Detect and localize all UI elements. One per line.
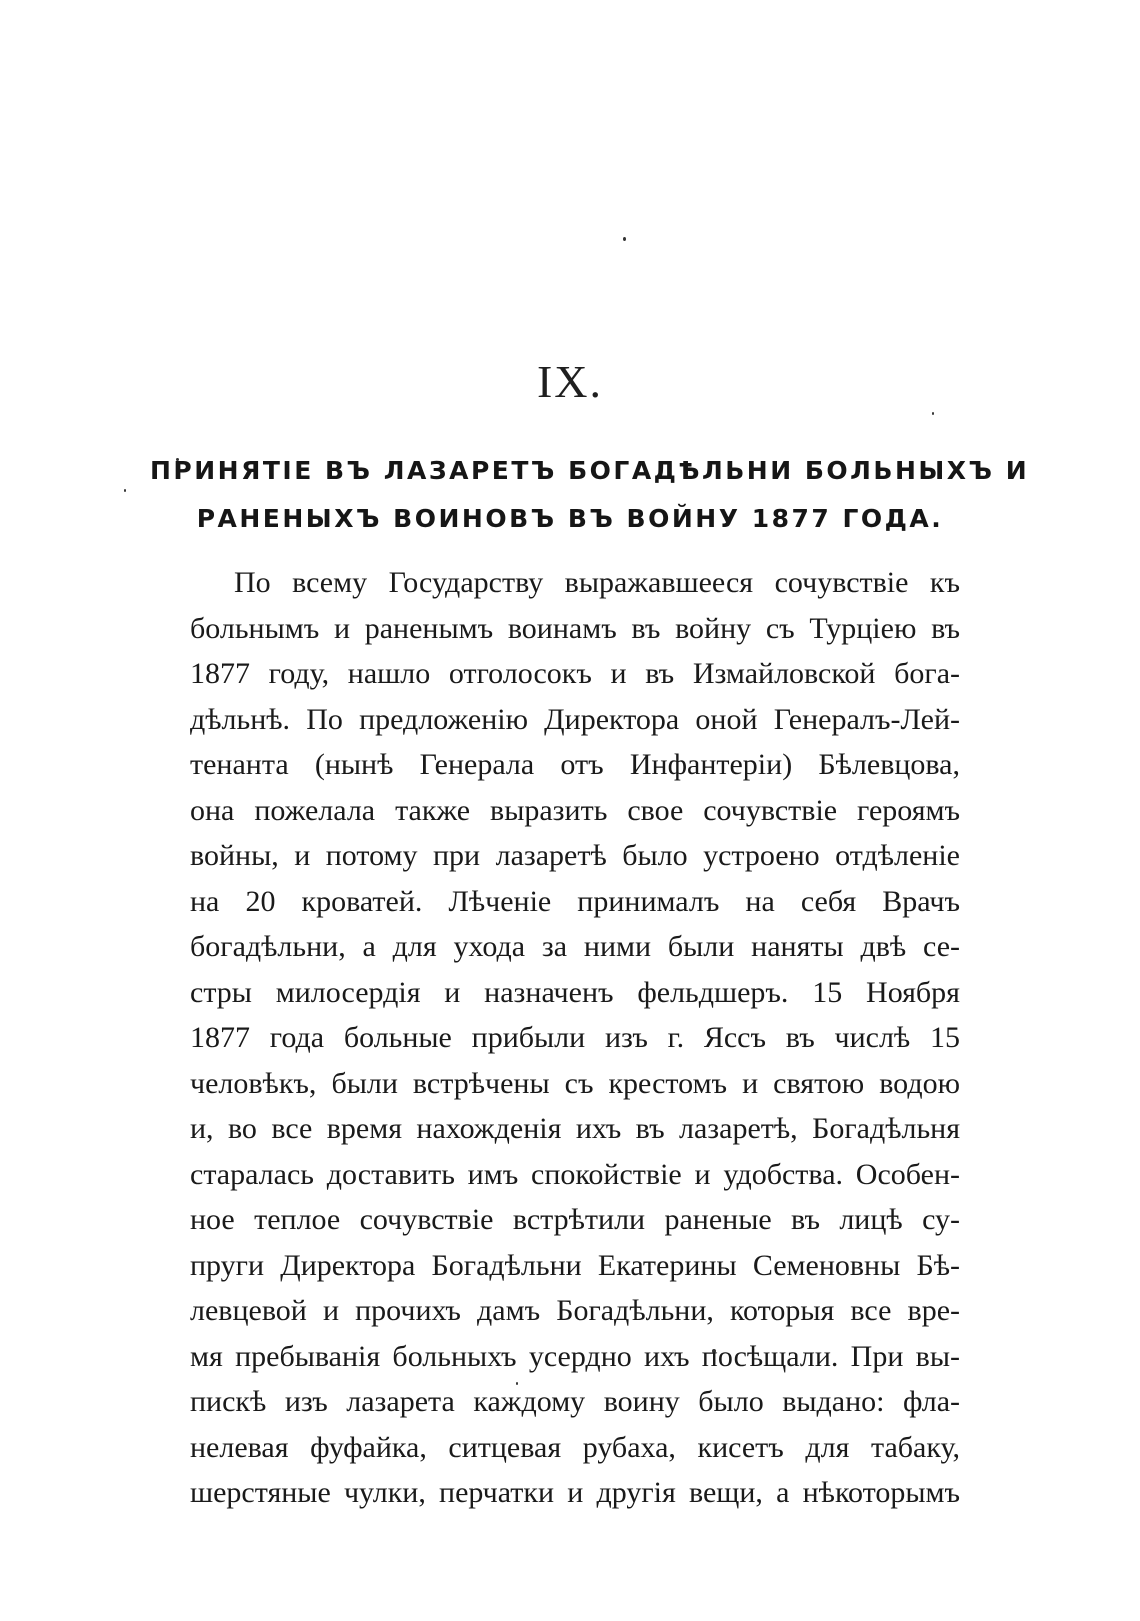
text-line: шерстяные чулки, перчатки и другія вещи, а нѣкоторымъ — [190, 1476, 960, 1509]
text-line: человѣкъ, были встрѣчены съ крестомъ и святою водою — [190, 1066, 960, 1100]
ink-speck — [124, 489, 126, 492]
text-line: пруги Директора Богадѣльни Екатерины Семеновны Бѣ- — [190, 1248, 960, 1282]
text-line: больнымъ и раненымъ воинамъ въ войну съ Турціею въ — [190, 611, 960, 645]
text-line: богадѣльни, а для ухода за ними были наняты двѣ се- — [190, 930, 960, 963]
chapter-number: IX. — [536, 356, 604, 407]
text-line: она пожелала также выразить свое сочувствіе героямъ — [190, 793, 960, 827]
text-line: тенанта (нынѣ Генерала отъ Инфантеріи) Бѣлевцова, — [190, 748, 960, 781]
text-line: войны, и потому при лазаретѣ было устроено отдѣленіе — [190, 839, 960, 872]
text-line: По всему Государству выражавшееся сочувствіе къ — [234, 566, 960, 599]
ink-speck — [623, 237, 626, 241]
text-line: левцевой и прочихъ дамъ Богадѣльни, которыя все вре- — [190, 1294, 960, 1327]
body-paragraph — [190, 560, 960, 1516]
chapter-heading — [150, 447, 1030, 543]
heading-line: РАНЕНЫХЪ ВОИНОВЪ ВЪ ВОЙНУ 1877 ГОДА. — [196, 504, 944, 533]
text-line: старалась доставить имъ спокойствіе и удобства. Особен- — [190, 1157, 960, 1191]
text-line: ное теплое сочувствіе встрѣтили раненые въ лицѣ су- — [190, 1203, 960, 1236]
text-line: нелевая фуфайка, ситцевая рубаха, кисетъ для табаку, — [190, 1430, 960, 1464]
text-line: пискѣ изъ лазарета каждому воину было выдано: фла- — [190, 1385, 960, 1418]
text-line: и, во все время нахожденія ихъ въ лазаретѣ, Богадѣльня — [190, 1112, 960, 1145]
text-line: 1877 года больные прибыли изъ г. Яссъ въ числѣ 15 — [190, 1021, 960, 1054]
text-line: мя пребыванія больныхъ усердно ихъ посѣщали. При вы- — [190, 1339, 960, 1373]
text-line: 1877 году, нашло отголосокъ и въ Измайловской бога- — [190, 657, 960, 690]
text-line: дѣльнѣ. По предложенію Директора оной Генералъ-Лей- — [190, 702, 960, 736]
ink-speck — [932, 412, 934, 415]
text-line: на 20 кроватей. Лѣченіе принималъ на себя Врачъ — [190, 884, 960, 918]
text-line: стры милосердія и назначенъ фельдшеръ. 15 Ноября — [190, 975, 960, 1009]
heading-line: ПРИНЯТІЕ ВЪ ЛАЗАРЕТЪ БОГАДѢЛЬНИ БОЛЬНЫХЪ И — [150, 456, 1030, 485]
